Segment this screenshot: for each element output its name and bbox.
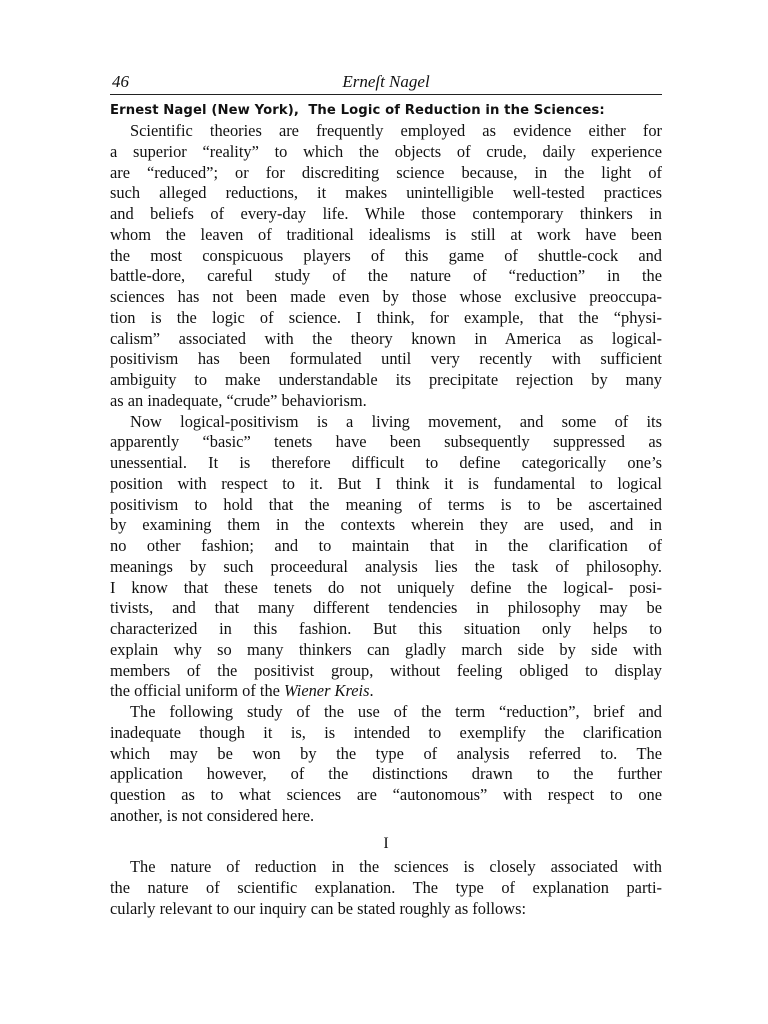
text-line: apparently “basic” tenets have been subsequently suppressed as	[110, 432, 662, 452]
paragraph-3	[110, 702, 662, 827]
text-line: are “reduced”; or for discrediting science because, in the light of	[110, 162, 662, 182]
paragraph-4	[110, 857, 662, 919]
text-line: application however, of the distinctions drawn to the further	[110, 764, 662, 784]
text-line: whom the leaven of traditional idealisms is still at work have been	[110, 224, 662, 244]
text-line: tivists, and that many different tendencies in philosophy may be	[110, 598, 662, 618]
text-fragment: .	[369, 681, 374, 701]
text-line: another, is not considered here.	[110, 805, 315, 825]
running-title: Erneſt Nagel	[342, 72, 430, 91]
text-line: characterized in this fashion. But this situation only helps to	[110, 619, 662, 638]
running-head	[110, 70, 662, 95]
text-line: question as to what sciences are “autonomous” with respect to one	[110, 785, 662, 804]
text-line: and beliefs of every-day life. While those contemporary thinkers in	[110, 204, 662, 223]
text-line: I know that these tenets do not uniquely define the logical- posi-	[110, 577, 662, 597]
text-line: calism” associated with the theory known in America as logical-	[110, 328, 662, 348]
text-fragment: the official uniform of the	[110, 681, 285, 701]
italic-term: Wiener Kreis	[284, 681, 370, 701]
text-line: which may be won by the type of analysis referred to. The	[110, 743, 662, 763]
text-line: positivism has been formulated until very recently with sufficient	[110, 349, 662, 369]
page-number: 46	[112, 72, 129, 91]
paragraph-1	[110, 121, 662, 412]
text-line: by examining them in the contexts wherein they are used, and in	[110, 515, 662, 535]
text-line: The following study of the use of the term “reduction”, brief and	[130, 702, 662, 721]
text-line: cularly relevant to our inquiry can be stated roughly as follows:	[110, 898, 527, 918]
text-line: a superior “reality” to which the objects of crude, daily experience	[110, 141, 662, 161]
text-line: tion is the logic of science. I think, for example, that the “physi-	[110, 307, 662, 327]
article-title: The Logic of Reduction in the Sciences:	[308, 103, 605, 118]
text-line: position with respect to it. But I think it is fundamental to logical	[110, 473, 662, 493]
text-line: positivism to hold that the meaning of terms is to be ascertained	[110, 494, 662, 514]
text-line	[110, 681, 662, 702]
author-location: (New York),	[211, 103, 299, 118]
text-line: no other fashion; and to maintain that in the clarification of	[110, 536, 662, 555]
text-line: sciences has not been made even by those whose exclusive preoccupa-	[110, 287, 662, 306]
text-line: ambiguity to make understandable its precipitate rejection by many	[110, 370, 662, 389]
text-line: such alleged reductions, it makes unintelligible well-tested practices	[110, 183, 662, 203]
text-line: as an inadequate, “crude” behaviorism.	[110, 390, 367, 410]
body-text	[110, 121, 662, 920]
text-line: battle-dore, careful study of the nature of “reduction” in the	[110, 266, 662, 286]
text-line: inadequate though it is, is intended to exemplify the clarification	[110, 722, 662, 742]
text-line: Now logical-positivism is a living movement, and some of its	[130, 411, 662, 431]
text-line: the most conspicuous players of this game of shuttle-cock and	[110, 245, 662, 265]
text-line: explain why so many thinkers can gladly march side by side with	[110, 639, 662, 659]
section-numeral: I	[383, 834, 389, 852]
article-heading	[110, 103, 662, 118]
document-page	[110, 70, 662, 920]
author-name: Ernest Nagel	[110, 103, 207, 118]
text-line: the nature of scientific explanation. The type of explanation parti-	[110, 878, 662, 897]
paragraph-2	[110, 412, 662, 703]
text-line: unessential. It is therefore difficult to define categorically one’s	[110, 453, 662, 472]
text-line: meanings by such proceedural analysis lies the task of philosophy.	[110, 556, 662, 576]
text-line: Scientific theories are frequently employed as evidence either for	[130, 121, 662, 140]
text-line: The nature of reduction in the sciences is closely associated with	[130, 857, 662, 877]
text-line: members of the positivist group, without feeling obliged to display	[110, 660, 662, 680]
